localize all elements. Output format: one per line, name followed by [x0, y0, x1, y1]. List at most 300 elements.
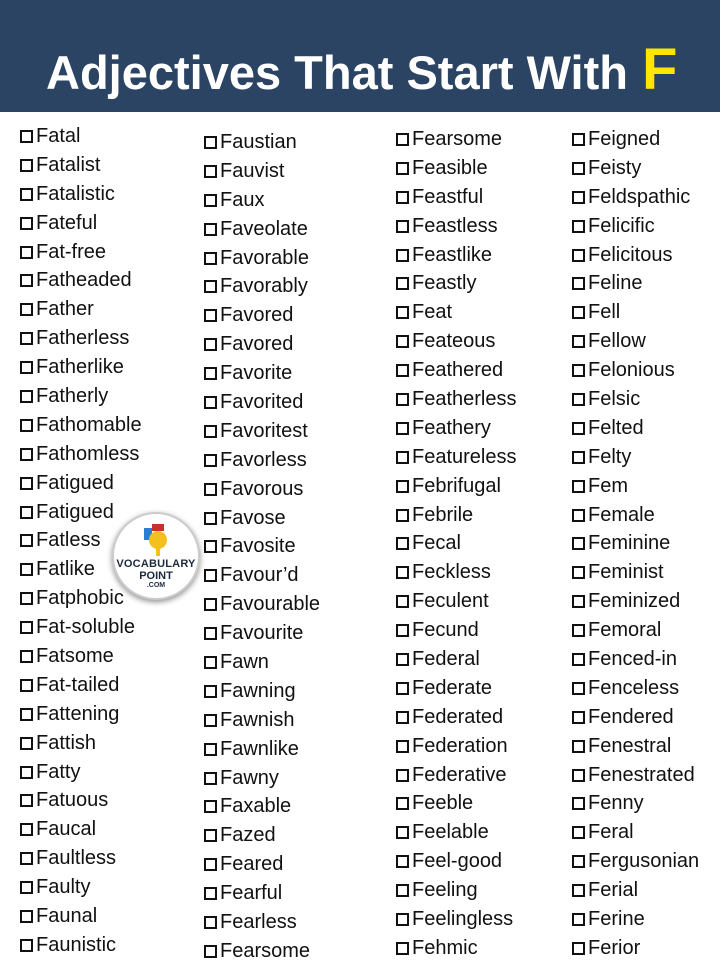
- checkbox-icon: [20, 563, 33, 576]
- word-item: [20, 353, 142, 382]
- word-label: Fearsome: [412, 128, 503, 150]
- word-item: [204, 244, 320, 273]
- word-item: [396, 558, 517, 587]
- word-item: [20, 209, 142, 238]
- word-label: Favour’d: [220, 564, 299, 587]
- checkbox-icon: [396, 191, 409, 204]
- word-item: [204, 186, 320, 215]
- checkbox-icon: [20, 621, 33, 634]
- word-label: Feared: [220, 853, 284, 876]
- checkbox-icon: [20, 217, 33, 230]
- checkbox-icon: [204, 887, 217, 900]
- checkbox-icon: [572, 537, 585, 550]
- checkbox-icon: [204, 829, 217, 842]
- word-item: [396, 905, 517, 934]
- word-label: Feasible: [412, 156, 488, 179]
- word-label: Fenceless: [588, 676, 680, 699]
- checkbox-icon: [572, 509, 585, 522]
- word-label: Favosite: [220, 535, 296, 558]
- word-item: [396, 529, 517, 558]
- checkbox-icon: [204, 772, 217, 785]
- checkbox-icon: [20, 448, 33, 461]
- word-label: Fatphobic: [36, 587, 124, 610]
- word-item: [20, 931, 142, 960]
- checkbox-icon: [572, 682, 585, 695]
- checkbox-icon: [572, 884, 585, 897]
- word-item: [572, 732, 699, 761]
- checkbox-icon: [20, 881, 33, 894]
- word-item: [204, 532, 320, 561]
- word-label: Fatheaded: [36, 269, 132, 292]
- word-label: Favorited: [220, 391, 304, 414]
- word-label: Felsic: [588, 388, 641, 411]
- checkbox-icon: [572, 422, 585, 435]
- word-item: [396, 501, 517, 530]
- checkbox-icon: [572, 913, 585, 926]
- title-text: Adjectives That Start With: [46, 46, 628, 99]
- word-label: Feminized: [588, 590, 681, 613]
- word-label: Fawning: [220, 679, 296, 702]
- word-label: Febrifugal: [412, 474, 501, 497]
- word-label: Faultless: [36, 847, 117, 870]
- checkbox-icon: [20, 419, 33, 432]
- checkbox-icon: [572, 566, 585, 579]
- word-item: [396, 443, 517, 472]
- word-item: [572, 501, 699, 530]
- checkbox-icon: [20, 188, 33, 201]
- word-item: [572, 674, 699, 703]
- word-label: Feastful: [412, 185, 484, 208]
- word-item: [572, 125, 699, 154]
- word-label: Fat-free: [36, 240, 107, 263]
- word-label: Fendered: [588, 705, 674, 728]
- word-item: [572, 356, 699, 385]
- word-label: Ferial: [588, 879, 639, 902]
- checkbox-icon: [572, 711, 585, 724]
- checkbox-icon: [204, 916, 217, 929]
- word-label: Fergusonian: [588, 850, 700, 873]
- word-label: Fatsome: [36, 645, 114, 668]
- word-item: [396, 472, 517, 501]
- word-label: Fatherly: [36, 385, 109, 408]
- checkbox-icon: [204, 454, 217, 467]
- word-item: [572, 645, 699, 674]
- word-item: [20, 844, 142, 873]
- checkbox-icon: [20, 130, 33, 143]
- checkbox-icon: [572, 335, 585, 348]
- word-item: [20, 295, 142, 324]
- word-item: [396, 125, 517, 154]
- checkbox-icon: [20, 794, 33, 807]
- word-label: Fearless: [220, 911, 297, 934]
- word-label: Featureless: [412, 445, 517, 468]
- checkbox-icon: [572, 133, 585, 146]
- word-item: [572, 529, 699, 558]
- checkbox-icon: [204, 627, 217, 640]
- word-item: [204, 272, 320, 301]
- word-item: [572, 298, 699, 327]
- word-label: Feline: [588, 272, 643, 295]
- checkbox-icon: [20, 939, 33, 952]
- word-label: Feminist: [588, 561, 664, 584]
- word-label: Fatalistic: [36, 182, 115, 205]
- checkbox-icon: [396, 855, 409, 868]
- word-item: [20, 786, 142, 815]
- word-item: [204, 792, 320, 821]
- word-item: [204, 417, 320, 446]
- word-item: [20, 122, 142, 151]
- word-label: Fenestral: [588, 734, 672, 757]
- word-item: [204, 908, 320, 937]
- word-label: Father: [36, 298, 94, 321]
- checkbox-icon: [204, 800, 217, 813]
- word-label: Feldspathic: [588, 185, 691, 208]
- word-label: Favourite: [220, 622, 304, 645]
- word-label: Featherless: [412, 388, 517, 411]
- word-label: Fawnish: [220, 708, 295, 731]
- checkbox-icon: [20, 679, 33, 692]
- word-label: Felted: [588, 416, 644, 439]
- checkbox-icon: [20, 361, 33, 374]
- word-item: [572, 761, 699, 790]
- checkbox-icon: [572, 451, 585, 464]
- word-item: [572, 154, 699, 183]
- word-label: Fatless: [36, 529, 101, 552]
- word-label: Feastless: [412, 214, 498, 237]
- word-item: [20, 671, 142, 700]
- word-item: [572, 905, 699, 934]
- checkbox-icon: [204, 945, 217, 958]
- checkbox-icon: [572, 595, 585, 608]
- checkbox-icon: [396, 595, 409, 608]
- checkbox-icon: [396, 509, 409, 522]
- word-label: Faunistic: [36, 933, 117, 956]
- checkbox-icon: [572, 797, 585, 810]
- word-item: [572, 414, 699, 443]
- word-label: Ferine: [588, 908, 645, 931]
- word-label: Fathomable: [36, 413, 142, 436]
- word-item: [396, 327, 517, 356]
- checkbox-icon: [572, 277, 585, 290]
- word-label: Fawnlike: [220, 737, 299, 760]
- word-label: Feckless: [412, 561, 491, 584]
- checkbox-icon: [396, 220, 409, 233]
- word-item: [204, 648, 320, 677]
- word-label: Fatty: [36, 760, 81, 783]
- checkbox-icon: [204, 223, 217, 236]
- word-label: Fatigued: [36, 471, 114, 494]
- word-item: [204, 850, 320, 879]
- word-item: [572, 616, 699, 645]
- page-title: [46, 37, 678, 103]
- word-label: Federation: [412, 734, 508, 757]
- word-label: Felonious: [588, 359, 675, 382]
- word-item: [396, 356, 517, 385]
- checkbox-icon: [204, 367, 217, 380]
- word-label: Faxable: [220, 795, 292, 818]
- word-label: Fenced-in: [588, 648, 677, 671]
- checkbox-icon: [204, 309, 217, 322]
- word-label: Feelable: [412, 821, 489, 844]
- word-label: Feathered: [412, 359, 504, 382]
- word-item: [396, 674, 517, 703]
- word-label: Feateous: [412, 330, 496, 353]
- word-label: Favored: [220, 304, 294, 327]
- word-item: [396, 212, 517, 241]
- word-item: [204, 301, 320, 330]
- word-item: [396, 298, 517, 327]
- checkbox-icon: [572, 624, 585, 637]
- word-label: Fellow: [588, 330, 646, 353]
- word-item: [396, 645, 517, 674]
- word-item: [20, 382, 142, 411]
- word-label: Fatigued: [36, 500, 114, 523]
- checkbox-icon: [396, 451, 409, 464]
- word-item: [572, 269, 699, 298]
- checkbox-icon: [572, 740, 585, 753]
- word-label: Feel-good: [412, 850, 503, 873]
- word-label: Fatuous: [36, 789, 109, 812]
- checkbox-icon: [20, 332, 33, 345]
- word-item: [572, 847, 699, 876]
- checkbox-icon: [396, 133, 409, 146]
- word-item: [20, 151, 142, 180]
- word-item: [20, 266, 142, 295]
- word-label: Fawn: [220, 651, 269, 674]
- word-label: Fell: [588, 301, 621, 324]
- word-label: Favourable: [220, 593, 321, 616]
- checkbox-icon: [20, 246, 33, 259]
- checkbox-icon: [572, 364, 585, 377]
- checkbox-icon: [396, 277, 409, 290]
- checkbox-icon: [572, 306, 585, 319]
- word-label: Fehmic: [412, 936, 478, 959]
- word-label: Faulty: [36, 876, 91, 899]
- checkbox-icon: [204, 512, 217, 525]
- checkbox-icon: [204, 598, 217, 611]
- checkbox-icon: [20, 506, 33, 519]
- word-item: [20, 613, 142, 642]
- word-item: [396, 587, 517, 616]
- word-item: [572, 818, 699, 847]
- checkbox-icon: [204, 425, 217, 438]
- checkbox-icon: [572, 769, 585, 782]
- mascot-icon: [114, 516, 198, 562]
- word-column-3: [396, 125, 517, 963]
- checkbox-icon: [572, 162, 585, 175]
- word-item: [204, 330, 320, 359]
- checkbox-icon: [204, 685, 217, 698]
- word-item: [20, 324, 142, 353]
- word-label: Fatal: [36, 125, 81, 147]
- word-label: Faunal: [36, 905, 98, 928]
- checkbox-icon: [20, 534, 33, 547]
- word-item: [396, 414, 517, 443]
- word-label: Faux: [220, 188, 265, 211]
- word-item: [20, 238, 142, 267]
- checkbox-icon: [396, 364, 409, 377]
- word-item: [396, 616, 517, 645]
- word-item: [572, 183, 699, 212]
- word-item: [20, 180, 142, 209]
- word-item: [20, 642, 142, 671]
- checkbox-icon: [396, 306, 409, 319]
- checkbox-icon: [20, 390, 33, 403]
- checkbox-icon: [572, 855, 585, 868]
- checkbox-icon: [20, 737, 33, 750]
- checkbox-icon: [396, 740, 409, 753]
- checkbox-icon: [396, 682, 409, 695]
- word-label: Fazed: [220, 824, 276, 847]
- checkbox-icon: [396, 480, 409, 493]
- checkbox-icon: [396, 797, 409, 810]
- checkbox-icon: [396, 653, 409, 666]
- word-label: Feat: [412, 301, 453, 324]
- checkbox-icon: [396, 624, 409, 637]
- word-column-2: [204, 128, 320, 966]
- word-label: Feisty: [588, 156, 642, 179]
- checkbox-icon: [572, 220, 585, 233]
- checkbox-icon: [204, 743, 217, 756]
- word-label: Federated: [412, 705, 504, 728]
- word-label: Febrile: [412, 503, 474, 526]
- checkbox-icon: [396, 393, 409, 406]
- word-label: Favorite: [220, 362, 293, 385]
- word-label: Fat-soluble: [36, 616, 135, 639]
- word-label: Fem: [588, 474, 628, 497]
- word-label: Federate: [412, 676, 493, 699]
- checkbox-icon: [204, 396, 217, 409]
- word-item: [572, 876, 699, 905]
- checkbox-icon: [204, 338, 217, 351]
- logo-line-1: VOCABULARY: [116, 558, 196, 570]
- word-label: Felty: [588, 445, 632, 468]
- logo-line-2: POINT: [139, 570, 173, 582]
- word-item: [396, 876, 517, 905]
- word-label: Feastlike: [412, 243, 493, 266]
- word-label: Fattening: [36, 702, 120, 725]
- word-label: Faucal: [36, 818, 97, 841]
- checkbox-icon: [572, 942, 585, 955]
- word-label: Felicitous: [588, 243, 673, 266]
- word-item: [396, 818, 517, 847]
- checkbox-icon: [20, 852, 33, 865]
- word-item: [396, 385, 517, 414]
- word-label: Federative: [412, 763, 507, 786]
- word-item: [572, 934, 699, 963]
- word-item: [396, 847, 517, 876]
- word-item: [396, 934, 517, 963]
- word-label: Feminine: [588, 532, 671, 555]
- checkbox-icon: [396, 826, 409, 839]
- word-label: Fecund: [412, 619, 479, 642]
- word-item: [204, 735, 320, 764]
- word-item: [396, 183, 517, 212]
- word-item: [204, 504, 320, 533]
- word-item: [572, 443, 699, 472]
- word-label: Favored: [220, 333, 294, 356]
- word-label: Fenny: [588, 792, 644, 815]
- word-label: Felicific: [588, 214, 655, 237]
- word-item: [204, 561, 320, 590]
- checkbox-icon: [396, 769, 409, 782]
- checkbox-icon: [204, 483, 217, 496]
- word-item: [20, 700, 142, 729]
- word-item: [572, 703, 699, 732]
- word-label: Faustian: [220, 131, 297, 153]
- word-item: [20, 440, 142, 469]
- checkbox-icon: [204, 540, 217, 553]
- word-label: Favoritest: [220, 419, 308, 442]
- word-item: [204, 706, 320, 735]
- word-label: Fateful: [36, 211, 98, 234]
- vocabulary-point-logo: [112, 512, 200, 600]
- word-label: Feculent: [412, 590, 489, 613]
- checkbox-icon: [204, 136, 217, 149]
- word-item: [572, 241, 699, 270]
- word-item: [204, 821, 320, 850]
- word-label: Fattish: [36, 731, 97, 754]
- word-item: [204, 879, 320, 908]
- word-item: [204, 157, 320, 186]
- word-item: [396, 732, 517, 761]
- word-label: Fearsome: [220, 939, 311, 962]
- checkbox-icon: [396, 711, 409, 724]
- checkbox-icon: [396, 335, 409, 348]
- word-label: Female: [588, 503, 655, 526]
- checkbox-icon: [204, 280, 217, 293]
- checkbox-icon: [572, 393, 585, 406]
- word-item: [204, 215, 320, 244]
- word-label: Favorable: [220, 246, 309, 269]
- checkbox-icon: [396, 162, 409, 175]
- word-item: [572, 558, 699, 587]
- word-item: [204, 619, 320, 648]
- word-label: Favorous: [220, 477, 304, 500]
- checkbox-icon: [204, 194, 217, 207]
- word-item: [20, 815, 142, 844]
- checkbox-icon: [396, 566, 409, 579]
- checkbox-icon: [204, 714, 217, 727]
- checkbox-icon: [204, 858, 217, 871]
- checkbox-icon: [396, 913, 409, 926]
- word-label: Fatlike: [36, 558, 95, 581]
- word-item: [204, 677, 320, 706]
- checkbox-icon: [396, 884, 409, 897]
- logo-line-3: .COM: [146, 582, 166, 589]
- word-label: Feigned: [588, 128, 661, 150]
- word-label: Fecal: [412, 532, 461, 555]
- word-item: [396, 789, 517, 818]
- word-label: Fenestrated: [588, 763, 695, 786]
- checkbox-icon: [20, 477, 33, 490]
- word-item: [572, 212, 699, 241]
- checkbox-icon: [20, 650, 33, 663]
- word-item: [204, 764, 320, 793]
- word-label: Feelingless: [412, 908, 514, 931]
- word-label: Favorably: [220, 275, 308, 298]
- checkbox-icon: [204, 252, 217, 265]
- word-label: Federal: [412, 648, 480, 671]
- word-label: Fauvist: [220, 159, 285, 182]
- word-label: Feastly: [412, 272, 477, 295]
- word-item: [204, 590, 320, 619]
- word-item: [20, 469, 142, 498]
- word-item: [572, 385, 699, 414]
- checkbox-icon: [572, 249, 585, 262]
- checkbox-icon: [20, 159, 33, 172]
- checkbox-icon: [396, 422, 409, 435]
